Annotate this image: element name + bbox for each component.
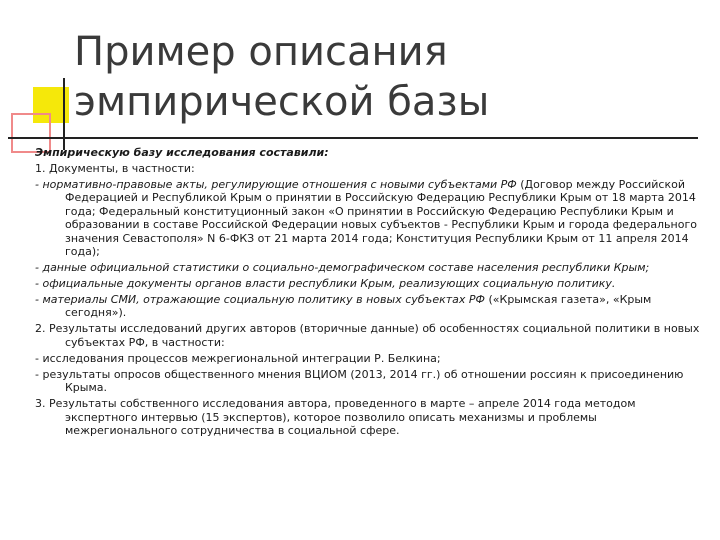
slide-title-line-2: эмпирической базы: [74, 79, 490, 125]
body-heading: Эмпирическую базу исследования составили:: [35, 146, 329, 159]
item-official-documents: - официальные документы органов власти республики Крым, реализующих социальную политику.: [35, 277, 616, 291]
media-details: («Крымская газета», «Крым сегодня»).: [65, 293, 652, 320]
normative-acts-details: (Договор между Российской Федерацией и Республикой Крым о принятии в Российскую Федерацию Республики Крым от 18 марта 2014 года; Федеральный конституционный закон «О принятии в Российскую Федерацию Республики Крым и образовании в составе Российской Федерации новых субъектов - Республики Крым и города федерального значения Севастополя» N 6-ФКЗ от 21 марта 2014 года; Конституция Республики Крым от 11 апреля 2014 года);: [65, 178, 697, 259]
slide-title: [74, 27, 694, 127]
item-secondary-research: 2. Результаты исследований других авторов (вторичные данные) об особенностях социальной политики в новых субъектах РФ, в частности:: [35, 322, 700, 349]
item-documents: 1. Документы, в частности:: [35, 162, 195, 175]
item-media: [35, 293, 703, 320]
item-statistics: - данные официальной статистики о социально-демографическом составе населения республики Крым;: [35, 261, 650, 275]
item-integration-research: - исследования процессов межрегиональной интеграции Р. Белкина;: [35, 351, 441, 365]
item-own-research: 3. Результаты собственного исследования автора, проведенного в марте – апреле 2014 года методом экспертного интервью (15 экспертов), которое позволило описать механизмы и проблемы межрегионального сотрудничества в социальной сфере.: [35, 397, 636, 438]
normative-acts-label: - нормативно-правовые акты, регулирующие отношения с новыми субъектами РФ: [35, 178, 517, 191]
decor-vertical-line: [63, 78, 65, 150]
slide-title-line-1: Пример описания: [74, 29, 448, 75]
media-label: - материалы СМИ, отражающие социальную политику в новых субъектах РФ: [35, 293, 485, 307]
item-normative-acts: [35, 178, 703, 258]
slide-body: [35, 146, 703, 440]
decor-horizontal-line: [8, 137, 698, 139]
item-opinion-polls: - результаты опросов общественного мнения ВЦИОМ (2013, 2014 гг.) об отношении россиян к присоединению Крыма.: [35, 367, 684, 395]
